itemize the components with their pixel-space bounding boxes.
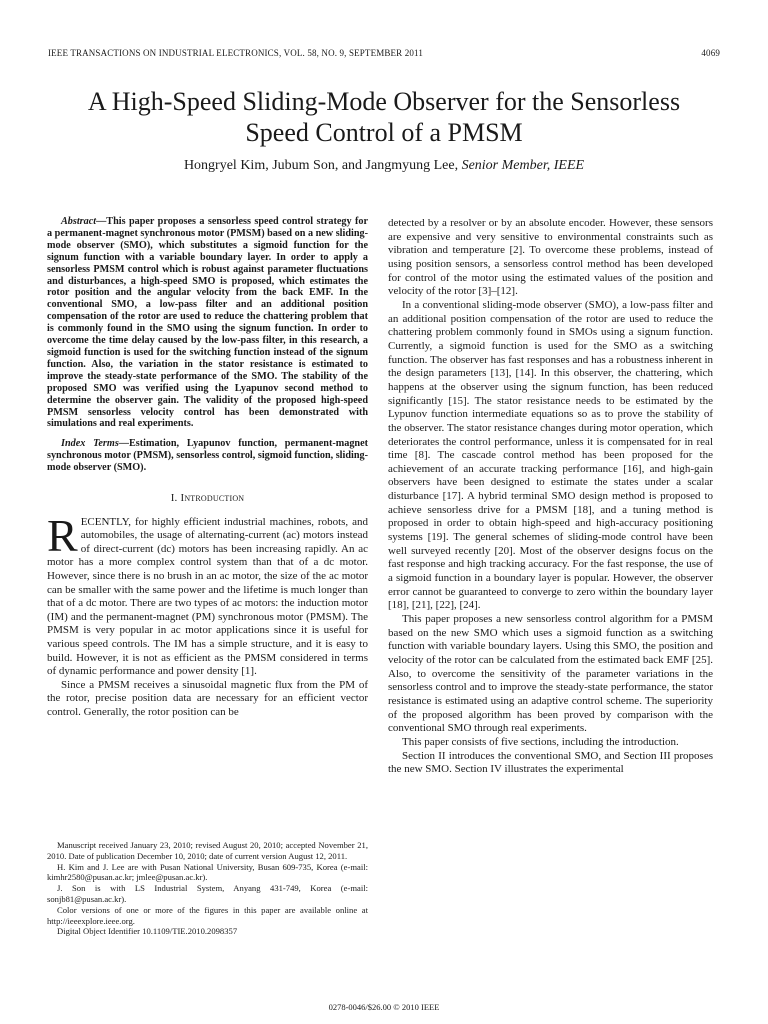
footnote-affiliation-1: H. Kim and J. Lee are with Pusan National University, Busan 609-735, Korea (e-mail: kimhr2580@pusan.ac.kr; jmlee@pusan.ac.kr).: [47, 861, 368, 883]
abstract: [47, 216, 368, 430]
footnotes: [47, 840, 368, 937]
intro-paragraph-2: Since a PMSM receives a sinusoidal magnetic flux from the PM of the rotor, precise position data are necessary for an efficient vector control. Generally, the rotor position can be: [47, 678, 368, 718]
author-line: [60, 158, 708, 174]
footnote-doi: Digital Object Identifier 10.1109/TIE.2010.2098357: [57, 926, 238, 937]
footnote-color-versions: Color versions of one or more of the figures in this paper are available online at http://ieeexplore.ieee.org.: [47, 904, 368, 926]
index-terms-lead: Index Terms: [61, 438, 119, 450]
paper-title: A High-Speed Sliding-Mode Observer for the Sensorless Speed Control of a PMSM: [87, 87, 681, 147]
drop-cap: R: [47, 509, 78, 561]
body-paragraph-5: Section II introduces the conventional SMO, and Section III proposes the new SMO. Section IV illustrates the experimental: [388, 749, 713, 776]
intro-paragraph-1: [47, 509, 368, 679]
section-title: Introduction: [180, 492, 245, 505]
body-paragraph-4: This paper consists of five sections, including the introduction.: [402, 735, 679, 748]
author-membership: Senior Member, IEEE: [461, 158, 585, 173]
author-names: Hongryel Kim, Jubum Son, and Jangmyung Lee,: [183, 158, 459, 173]
journal-header: [48, 48, 720, 58]
body-paragraph-3: This paper proposes a new sensorless control algorithm for a PMSM based on the new SMO which uses a sigmoid function as a switching function with variable boundary layers. Using this SMO, the position and velocity of the rotor can be calculated from the estimated back EMF [25]. Also, to overcome the sensitivity of the parameter variations in the sensorless control and to improve the steady-state performance, the stator resistance is estimated using an adaptive control scheme. The superiority of the proposed algorithm has been proved by comparison with the conventional SMO through real experiments.: [388, 613, 713, 735]
body-paragraph-1: detected by a resolver or by an absolute encoder. However, these sensors are expensive and very sensitive to environmental constraints such as vibration and temperature [2]. To overcome these problems, instead of using position sensors, a sensorless control method has been developed for control of the motor using the estimated values of the position and velocity of the rotor [3]–[12].: [388, 217, 713, 298]
abstract-body: —This paper proposes a sensorless speed control strategy for a permanent-magnet synchronous motor (PMSM) based on a new sliding-mode observer (SMO), which substitutes a sigmoid function for the signum function with a variable boundary layer. In order to apply a sensorless PMSM control which is robust against parameter fluctuations and disturbances, a high-speed SMO is proposed, which estimates the rotor position and the angular velocity from the back EMF. In the conventional SMO, a low-pass filter and an additional position compensation of the rotor are used to reduce the chattering problem that is commonly found in the SMO using the signum function. In order to overcome the time delay caused by the low-pass filter, in this research, a sigmoid function is used for the switching function instead of the signum function. Also, the variation in the stator resistance is estimated to improve the steady-state performance of the SMO. The stability of the proposed SMO was verified using the Lyapunov second method to determine the observer gain. The validity of the proposed high-speed PMSM sensorless velocity control has been demonstrated with simulations and real experiments.: [47, 216, 368, 430]
intro-paragraph-1-text: ECENTLY, for highly efficient industrial machines, robots, and automobiles, the usage of alternating-current (ac) motors instead of direct-current (dc) motors has been increasing rapidly. An ac motor has a more complex control system than that of a dc motor. However, since there is no brush in an ac motor, the size of the ac motor can be smaller with the same power and the lifetime is much longer than that of a dc motor. There are two types of ac motors: the induction motor (IM) and the permanent-magnet (PM) synchronous motor (PMSM). The PMSM is very popular in ac motor applications since it is useful for various speed controls. The IM has a simple structure, and it is easy to build. However, it is not as efficient as the PMSM considered in terms of dynamic performance and power density [1].: [47, 515, 368, 678]
footnote-manuscript: Manuscript received January 23, 2010; revised August 20, 2010; accepted November 21, 2010. Date of publication December 10, 2010; date of current version August 12, 2011.: [47, 840, 368, 861]
section-heading-introduction: [47, 492, 368, 506]
body-paragraph-2: In a conventional sliding-mode observer (SMO), a low-pass filter and an additional position compensation of the rotor are used to reduce the chattering problem commonly found in SMOs using a signum function. Currently, a sigmoid function is used for the SMO as a switching function. The observer has fast responses and has a robustness inherent in the design parameters [13], [14]. In this observer, the chattering, which happens at the observer using the signum function, has been reduced significantly [15]. The stator resistance needs to be estimated by the Lypunov function intermediate equations so as to prove the stability of the observer. The stator resistance changes during motor operation, which deteriorates the control performance, unless it is compensated for in real time [8]. The cascade control method has been proposed for the achievement of an accurate tracking performance [16], and high-gain observers have been designed to estimate the states under a scalar disturbance [17]. A hybrid terminal SMO design method is proposed to achieve sensorless drive for a PMSM [18], and a tuning method is proposed in order to obtain high-speed and high-accuracy positioning systems [19]. The general schemes of sliding-mode control have been well surveyed recently [20]. Most of the observer designs focus on the fast response and high tracking accuracy. For the fast response, the use of a sigmoid function in a boundary layer is popular. However, the observer error cannot be guaranteed to converge to zero within the boundary layer [18], [21], [22], [24].: [388, 298, 713, 612]
index-terms-body: —Estimation, Lyapunov function, permanent-magnet synchronous motor (PMSM), sensorless control, sigmoid function, sliding-mode observer (SMO).: [47, 438, 368, 474]
footnote-affiliation-2: J. Son is with LS Industrial System, Anyang 431-749, Korea (e-mail: sonjb81@pusan.ac.kr).: [47, 883, 368, 904]
copyright-footer: 0278-0046/$26.00 © 2010 IEEE: [328, 1002, 440, 1012]
abstract-lead: Abstract: [61, 216, 97, 227]
section-number: I.: [170, 492, 181, 505]
index-terms: [47, 438, 368, 474]
right-column: [388, 217, 713, 777]
page-number: 4069: [701, 48, 720, 58]
left-column: [47, 216, 368, 720]
journal-name: IEEE TRANSACTIONS ON INDUSTRIAL ELECTRONICS, VOL. 58, NO. 9, SEPTEMBER 2011: [48, 48, 424, 58]
